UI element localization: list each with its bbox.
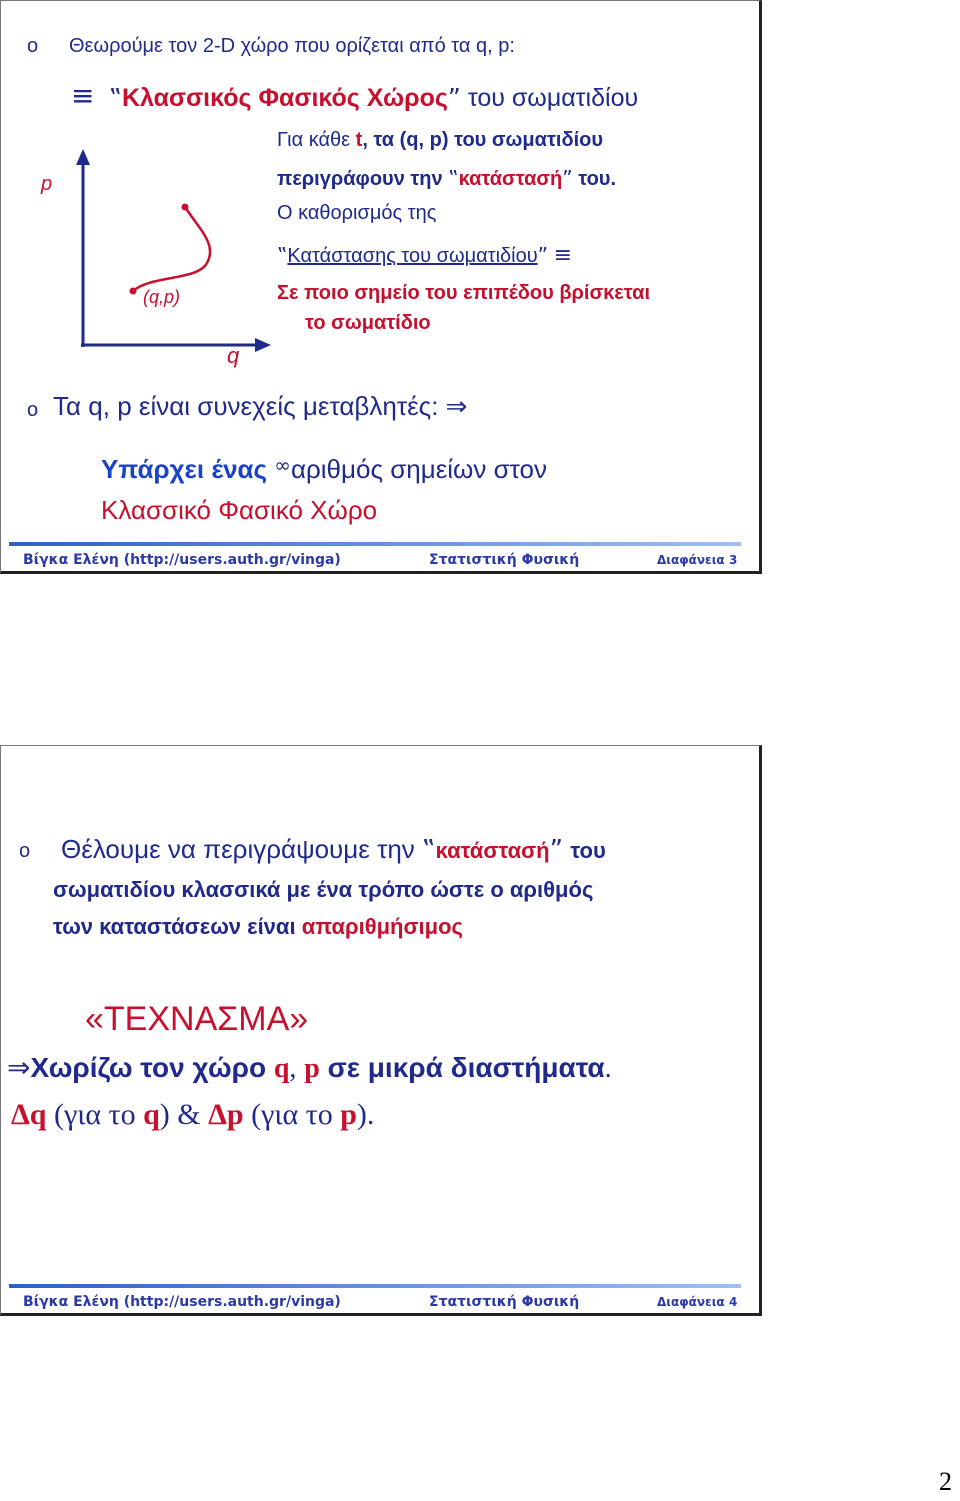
particle-state-line: ‟Κατάστασης του σωματιδίου” ≡ bbox=[277, 243, 573, 268]
axis-p-label: p bbox=[41, 173, 53, 195]
which-point-line1: Σε ποιο σημείο του επιπέδου βρίσκεται bbox=[277, 282, 651, 304]
footer-course: Στατιστική Φυσική bbox=[429, 552, 580, 568]
infinity-icon: ∞ bbox=[274, 453, 291, 477]
classical-space-line: ‟Κλασσικός Φασικός Χώρος” του σωματιδίου bbox=[109, 83, 639, 112]
definition-line: Ο καθορισμός της bbox=[277, 202, 437, 224]
q-axis-arrow bbox=[255, 338, 271, 352]
describe-line2: σωματιδίου κλασσικά με ένα τρόπο ώστε ο αριθμός bbox=[53, 877, 594, 902]
footer-course: Στατιστική Φυσική bbox=[429, 1294, 580, 1310]
deltas-line: Δq (για το q) & Δp (για το p). bbox=[11, 1098, 375, 1131]
equiv-symbol: ≡ bbox=[71, 79, 95, 112]
for-each-t-line: Για κάθε t, τα (q, p) του σωματιδίου bbox=[277, 129, 603, 151]
trajectory-curve bbox=[133, 207, 210, 291]
infinite-points-line: Υπάρχει ένας ∞αριθμός σημείων στον bbox=[101, 453, 547, 484]
trajectory-start bbox=[182, 204, 189, 211]
implies-icon: ⇒ bbox=[445, 392, 468, 422]
bullet-icon: o bbox=[19, 840, 31, 862]
slide-3 bbox=[0, 0, 762, 574]
which-point-line2: το σωματίδιο bbox=[305, 312, 431, 334]
footer-slide-label: Διαφάνεια bbox=[657, 553, 725, 567]
bullet-icon: o bbox=[27, 399, 39, 421]
page-number: 2 bbox=[939, 1467, 952, 1496]
p-axis-arrow bbox=[76, 149, 90, 165]
footer-slide-number: 4 bbox=[729, 1295, 738, 1309]
describe-state-line: περιγράφουν την ‟κατάστασή” του. bbox=[277, 166, 617, 190]
footer-bar bbox=[9, 1284, 741, 1288]
axis-q-label: q bbox=[227, 343, 240, 368]
footer-slide-label: Διαφάνεια bbox=[657, 1295, 725, 1309]
describe-line3: των καταστάσεων είναι απαριθμήσιμος bbox=[53, 914, 463, 939]
footer-author: Βίγκα Ελένη (http://users.auth.gr/vinga) bbox=[23, 1294, 341, 1310]
divide-line: ⇒Χωρίζω τον χώρο q, p σε μικρά διαστήματα. bbox=[7, 1051, 612, 1084]
classical-space-2: Κλασσικό Φασικό Χώρο bbox=[101, 495, 378, 525]
continuous-variables-line: Τα q, p είναι συνεχείς μεταβλητές: ⇒ bbox=[53, 391, 468, 422]
bullet-icon: o bbox=[27, 35, 39, 57]
footer-bar bbox=[9, 542, 741, 546]
phase-space-diagram bbox=[61, 149, 281, 369]
point-label: (q,p) bbox=[143, 287, 181, 307]
footer-author: Βίγκα Ελένη (http://users.auth.gr/vinga) bbox=[23, 552, 341, 568]
trajectory-end bbox=[130, 288, 137, 295]
intro-text: Θεωρούμε τον 2-D χώρο που ορίζεται από τα q, p: bbox=[69, 35, 515, 57]
footer-slide-number: 3 bbox=[729, 553, 738, 567]
slide-4 bbox=[0, 745, 762, 1316]
implies-icon: ⇒ bbox=[7, 1051, 31, 1084]
describe-line1: Θέλουμε να περιγράψουμε την ‟κατάστασή” του bbox=[61, 834, 606, 865]
trick-heading: «ΤΕΧΝΑΣΜΑ» bbox=[85, 1000, 309, 1038]
